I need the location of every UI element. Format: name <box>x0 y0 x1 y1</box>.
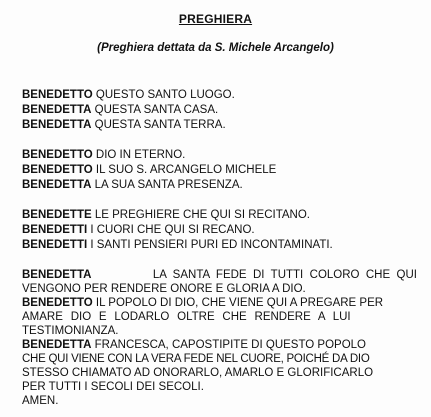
blessing-word: BENEDETTO <box>22 297 93 309</box>
blessing-word: BENEDETTA <box>22 269 92 281</box>
stanza3-line1 <box>22 208 310 222</box>
line-text: QUESTA SANTA TERRA. <box>91 119 226 131</box>
line-text: I CUORI CHE QUI SI RECANO. <box>87 224 255 236</box>
stanza4-p2-line3: TESTIMONIANZA. <box>22 325 119 337</box>
prayer-subtitle: (Preghiera dettata da S. Michele Arcangelo) <box>97 42 334 54</box>
blessing-word: BENEDETTA <box>22 179 92 191</box>
line-text: IL POPOLO DI DIO, CHE VIENE QUI A PREGARE PER <box>92 297 384 309</box>
line-text: LA SUA SANTA PRESENZA. <box>91 179 243 191</box>
line-text: FRANCESCA, CAPOSTIPITE DI QUESTO POPOLO <box>91 339 366 351</box>
blessing-word: BENEDETTI <box>22 224 88 236</box>
line-text: DIO IN ETERNO. <box>92 149 186 161</box>
amen-line: AMEN. <box>22 395 59 407</box>
stanza3-line3 <box>22 238 333 252</box>
line-text: QUESTO SANTO LUOGO. <box>92 89 235 101</box>
blessing-word: BENEDETTO <box>22 89 93 101</box>
line-text: LE PREGHIERE CHE QUI SI RECITANO. <box>91 209 310 221</box>
stanza4-p3-line2: CHE QUI VIENE CON LA VERA FEDE NEL CUORE, POICHÉ DA DIO <box>22 353 370 365</box>
stanza1-line1 <box>22 88 235 102</box>
line-text: IL SUO S. ARCANGELO MICHELE <box>92 164 277 176</box>
blessing-word: BENEDETTA <box>22 119 92 131</box>
stanza4-p3-line4: PER TUTTI I SECOLI DEI SECOLI. <box>22 381 204 393</box>
line-text: LA SANTA FEDE DI TUTTI COLORO CHE QUI <box>152 269 417 281</box>
stanza4-p1-line1 <box>22 268 417 282</box>
stanza4-p2-line2: AMARE DIO E LODARLO OLTRE CHE RENDERE A LUI <box>22 311 351 323</box>
blessing-word: BENEDETTA <box>22 339 92 351</box>
stanza3-line2 <box>22 223 255 237</box>
stanza2-line1 <box>22 148 185 162</box>
blessing-word: BENEDETTE <box>22 209 92 221</box>
stanza1-line3 <box>22 118 226 132</box>
stanza1-line2 <box>22 103 218 117</box>
blessing-word: BENEDETTO <box>22 149 93 161</box>
stanza4-p3-line1 <box>22 338 366 352</box>
blessing-word: BENEDETTI <box>22 239 88 251</box>
stanza2-line2 <box>22 163 276 177</box>
stanza4-p2-line1 <box>22 296 383 310</box>
line-text: QUESTA SANTA CASA. <box>91 104 219 116</box>
line-text: I SANTI PENSIERI PURI ED INCONTAMINATI. <box>87 239 333 251</box>
blessing-word: BENEDETTA <box>22 104 92 116</box>
stanza4-p1-line2: VENGONO PER RENDERE ONORE E GLORIA A DIO. <box>22 283 306 295</box>
stanza2-line3 <box>22 178 243 192</box>
prayer-title: PREGHIERA <box>178 12 253 26</box>
blessing-word: BENEDETTO <box>22 164 93 176</box>
stanza4-p3-line3: STESSO CHIAMATO AD ONORARLO, AMARLO E GLORIFICARLO <box>22 367 374 379</box>
